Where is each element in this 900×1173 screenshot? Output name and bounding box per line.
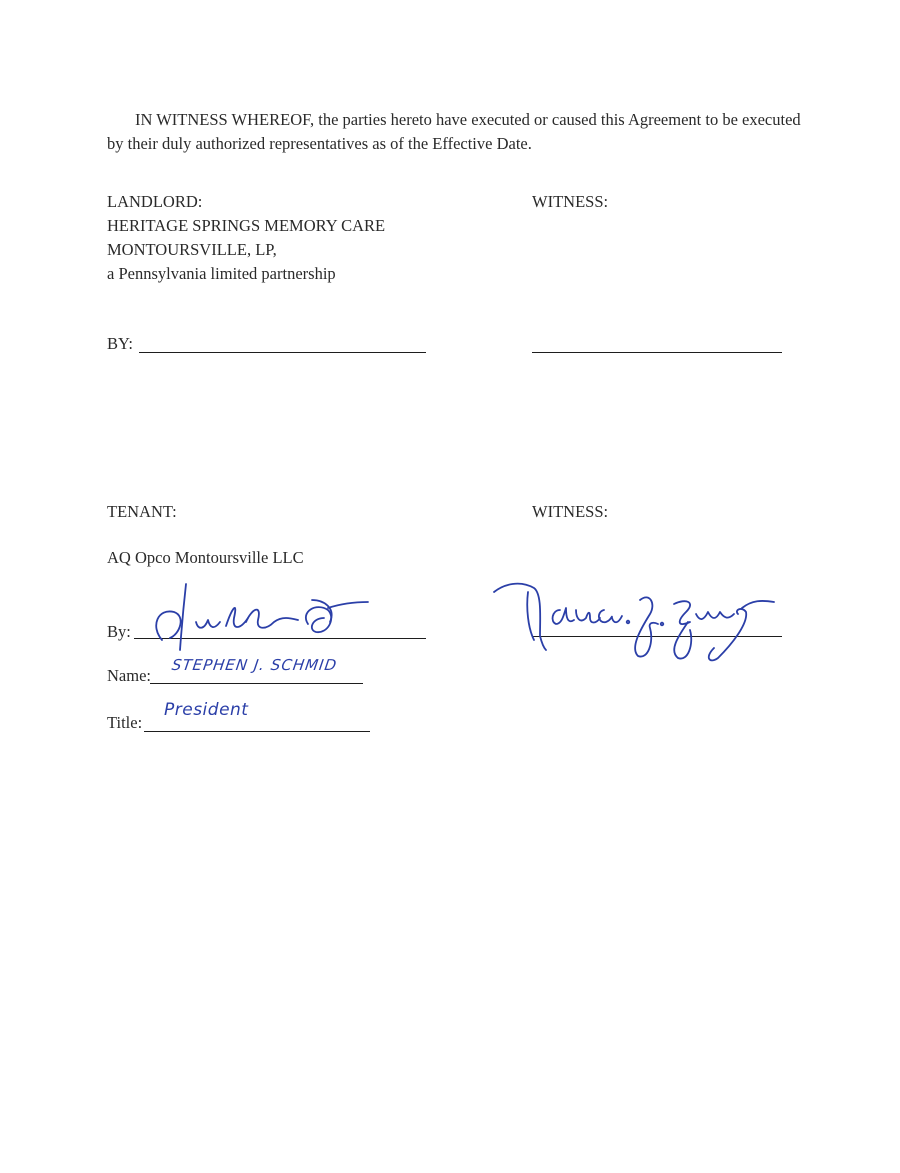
landlord-entity-type: a Pennsylvania limited partnership — [107, 264, 336, 283]
tenant-name-line — [150, 683, 363, 684]
tenant-heading: TENANT: — [107, 502, 177, 521]
landlord-signature-line — [139, 352, 426, 353]
landlord-name-line1: HERITAGE SPRINGS MEMORY CARE — [107, 216, 386, 235]
tenant-title-line — [144, 731, 370, 732]
tenant-name-label: Name: — [107, 666, 151, 685]
tenant-title-label: Title: — [107, 713, 143, 732]
tenant-witness-signature — [490, 578, 780, 668]
tenant-company-name: AQ Opco Montoursville LLC — [107, 548, 304, 567]
landlord-witness-signature-line — [532, 352, 782, 353]
preamble-text: IN WITNESS WHEREOF, the parties hereto have executed or caused this Agreement to be executed by their duly authorized representatives as of the Effective Date. — [107, 110, 801, 153]
tenant-title-value: President — [164, 700, 249, 720]
landlord-witness-heading: WITNESS: — [532, 192, 609, 211]
landlord-heading: LANDLORD: — [107, 192, 203, 211]
tenant-by-label: By: — [107, 622, 131, 641]
tenant-signature — [140, 578, 380, 658]
preamble-paragraph — [107, 108, 807, 156]
landlord-by-label: BY: — [107, 334, 133, 353]
landlord-name-line2: MONTOURSVILLE, LP, — [107, 240, 277, 259]
tenant-name-value: STEPHEN J. SCHMID — [170, 656, 339, 674]
tenant-witness-heading: WITNESS: — [532, 502, 609, 521]
